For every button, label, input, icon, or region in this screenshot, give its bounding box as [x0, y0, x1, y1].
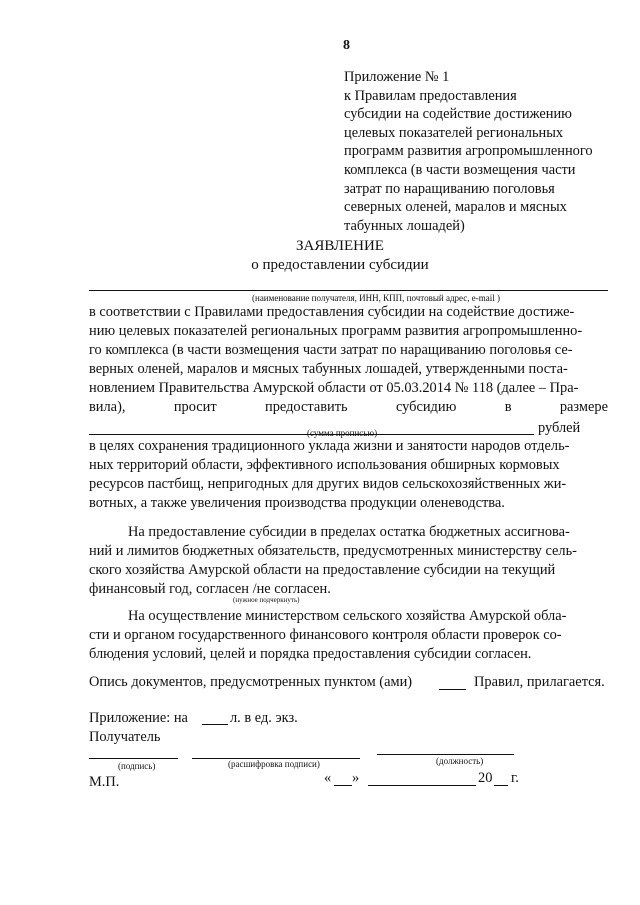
date-open-quote: « — [324, 770, 332, 786]
rubles-label: рублей — [538, 420, 581, 436]
appendix-line: субсидии на содействие достижению — [344, 106, 572, 123]
page-number: 8 — [343, 38, 350, 53]
attachment-blank — [202, 724, 228, 725]
para1-line: новлением Правительства Амурской области от 05.03.2014 № 118 (далее – Пра- — [89, 380, 579, 396]
para3-line: финансовый год, согласен /не согласен. — [89, 581, 331, 597]
para2-line: ных территорий области, эффективного использования обширных кормовых — [89, 457, 560, 473]
para4-line: На осуществление министерством сельского хозяйства Амурской обла- — [128, 608, 567, 624]
para3-line: ний и лимитов бюджетных обязательств, предусмотренных министерству сель- — [89, 543, 577, 559]
para1-word: субсидию — [395, 399, 457, 415]
position-caption: (должность) — [436, 756, 484, 766]
appendix-line: северных оленей, маралов и мясных — [344, 199, 567, 216]
stamp-label: М.П. — [89, 774, 120, 790]
para4-line: блюдения условий, целей и порядка предоставления субсидии согласен. — [89, 646, 532, 662]
para2-line: вотных, а также увеличения производства продукции оленеводства. — [89, 495, 505, 511]
position-underline — [377, 754, 514, 755]
appendix-line: к Правилам предоставления — [344, 87, 517, 104]
para1-line: в соответствии с Правилами предоставления субсидии на содействие достиже- — [89, 304, 575, 320]
document-title: ЗАЯВЛЕНИЕ — [296, 238, 384, 254]
date-close-quote: » — [352, 770, 360, 786]
recipient-underline — [89, 290, 608, 291]
appendix-line: табунных лошадей) — [344, 217, 465, 234]
attachment-suffix: л. в ед. экз. — [230, 710, 298, 726]
para1-line: го комплекса (в части возмещения части затрат по наращиванию поголовья се- — [89, 342, 573, 358]
sum-caption: (сумма прописью) — [307, 428, 378, 438]
para1-word: в — [504, 399, 512, 415]
underline-caption: (нужное подчеркнуть) — [233, 596, 300, 604]
appendix-block — [344, 68, 634, 235]
inventory-blank — [439, 689, 466, 690]
para4-line: сти и органом государственного финансового контроля области проверок со- — [89, 627, 562, 643]
signature-caption: (подпись) — [118, 761, 156, 771]
year-prefix: 20 — [478, 770, 493, 786]
inventory-suffix: Правил, прилагается. — [474, 674, 605, 690]
appendix-line: затрат по наращиванию поголовья — [344, 180, 555, 197]
appendix-line: целевых показателей региональных — [344, 124, 564, 141]
para1-word: просит — [173, 399, 217, 415]
para2-line: ресурсов пастбищ, непригодных для других видов сельскохозяйственных жи- — [89, 476, 567, 492]
date-month-blank — [368, 785, 476, 786]
appendix-line: программ развития агропромышленного — [344, 143, 593, 160]
signature-underline — [89, 758, 178, 759]
attachment-label: Приложение: на — [89, 710, 188, 726]
recipient-label: Получатель — [89, 729, 161, 745]
para2-line: в целях сохранения традиционного уклада жизни и занятости народов отдель- — [89, 438, 570, 454]
appendix-line: Приложение № 1 — [344, 69, 450, 85]
para3-line: ского хозяйства Амурской области на предоставление субсидии на текущий — [89, 562, 556, 578]
decode-caption: (расшифровка подписи) — [228, 759, 320, 769]
year-suffix: г. — [511, 770, 519, 786]
para1-line: нию целевых показателей региональных программ развития агропромышленно- — [89, 323, 583, 339]
para1-word: предоставить — [265, 399, 348, 415]
para1-word: вила), — [89, 399, 126, 415]
para1-last-line — [89, 399, 608, 416]
appendix-line: комплекса (в части возмещения части — [344, 161, 576, 178]
para3-line: На предоставление субсидии в пределах остатка бюджетных ассигнова- — [128, 524, 570, 540]
document-subtitle: о предоставлении субсидии — [251, 257, 429, 273]
recipient-caption: (наименование получателя, ИНН, КПП, почтовый адрес, e-mail ) — [252, 293, 500, 303]
para1-line: верных оленей, маралов и мясных табунных лошадей, утвержденными поста- — [89, 361, 568, 377]
year-blank — [494, 785, 508, 786]
para1-word: размере — [559, 399, 608, 415]
inventory-label: Опись документов, предусмотренных пунктом (ами) — [89, 674, 413, 690]
date-day-blank — [334, 785, 352, 786]
